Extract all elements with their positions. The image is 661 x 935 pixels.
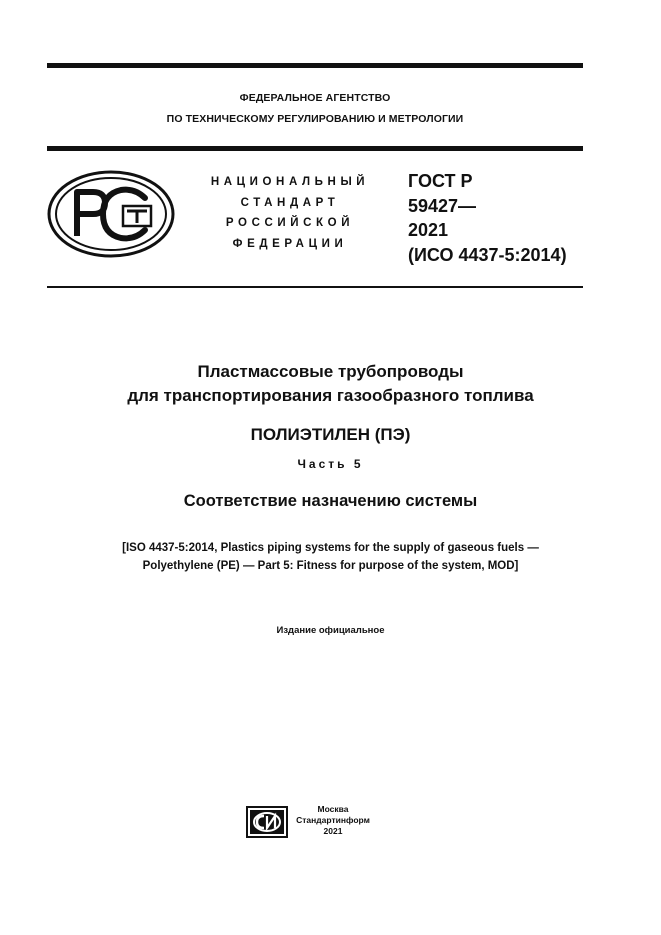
designation-line: 59427— bbox=[408, 195, 477, 216]
document-subtitle: ПОЛИЭТИЛЕН (ПЭ) bbox=[250, 425, 411, 444]
national-line: СТАНДАРТ bbox=[240, 196, 340, 209]
national-line: РОССИЙСКОЙ bbox=[225, 217, 355, 229]
designation-line: ГОСТ Р bbox=[408, 171, 473, 191]
designation-line: 2021 bbox=[408, 220, 449, 240]
iso-line: [ISO 4437-5:2014, Plastics piping systems for the supply of gaseous fuels — bbox=[122, 542, 539, 554]
designation-line: (ИСО 4437-5:2014) bbox=[408, 244, 567, 265]
top-rule bbox=[47, 63, 583, 68]
standard-designation bbox=[408, 169, 567, 267]
national-line: НАЦИОНАЛЬНЫЙ bbox=[210, 176, 370, 188]
publisher-info bbox=[294, 804, 372, 837]
bottom-rule bbox=[47, 286, 583, 288]
middle-rule bbox=[47, 146, 583, 151]
national-line: ФЕДЕРАЦИИ bbox=[232, 237, 348, 250]
publisher-city: Москва bbox=[317, 804, 349, 814]
document-title bbox=[0, 360, 661, 408]
publisher-year: 2021 bbox=[323, 826, 343, 836]
agency-line-2: ПО ТЕХНИЧЕСКОМУ РЕГУЛИРОВАНИЮ И МЕТРОЛОГИИ bbox=[166, 113, 464, 125]
publisher-name: Стандартинформ bbox=[296, 815, 370, 825]
part-number: Часть 5 bbox=[297, 457, 364, 471]
rst-certification-logo-icon bbox=[47, 170, 175, 258]
agency-line-1: ФЕДЕРАЛЬНОЕ АГЕНТСТВО bbox=[239, 92, 391, 104]
title-line: для транспортирования газообразного топлива bbox=[127, 386, 534, 405]
iso-line: Polyethylene (PE) — Part 5: Fitness for purpose of the system, MOD] bbox=[142, 560, 519, 572]
standartinform-logo-icon bbox=[246, 806, 288, 838]
part-name: Соответствие назначению системы bbox=[183, 492, 478, 510]
iso-reference bbox=[0, 539, 661, 575]
edition-label: Издание официальное bbox=[276, 625, 385, 636]
national-standard-label bbox=[195, 172, 385, 254]
title-line: Пластмассовые трубопроводы bbox=[197, 362, 464, 381]
